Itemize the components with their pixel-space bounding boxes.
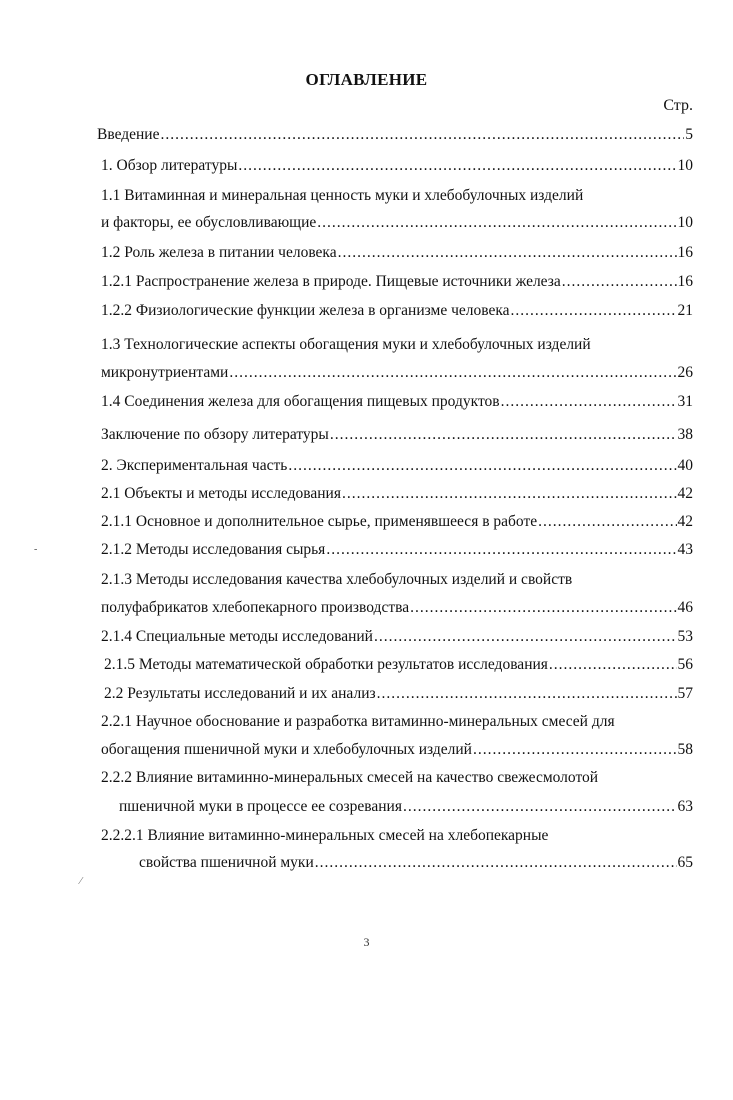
toc-entry xyxy=(101,363,693,383)
toc-entry-text: 1.2 Роль железа в питании человека xyxy=(101,244,337,261)
toc-entry-text: 2.1.1 Основное и дополнительное сырье, применявшееся в работе xyxy=(101,513,538,530)
toc-entry-page: 38 xyxy=(677,426,693,443)
toc-entry-text: микронутриентами xyxy=(101,364,229,381)
toc-leader-dots xyxy=(538,512,676,532)
toc-entry xyxy=(101,570,693,590)
toc-entry-text: и факторы, ее обусловливающие xyxy=(101,214,317,231)
toc-entry-page: 16 xyxy=(677,273,693,290)
toc-entry-page: 40 xyxy=(677,457,693,474)
toc-entry xyxy=(101,392,693,412)
toc-entry-text: 2.1 Объекты и методы исследования xyxy=(101,485,341,502)
toc-entry xyxy=(97,125,693,145)
toc-leader-dots xyxy=(317,213,676,233)
toc-entry-page: 43 xyxy=(677,541,693,558)
toc-leader-dots xyxy=(511,301,677,321)
toc-leader-dots xyxy=(374,627,677,647)
toc-entry xyxy=(119,797,693,817)
toc-entry-page: 10 xyxy=(677,214,693,231)
toc-entry-page: 42 xyxy=(677,485,693,502)
toc-entry-text: 1.4 Соединения железа для обогащения пищевых продуктов xyxy=(101,393,500,410)
toc-entry xyxy=(101,712,693,732)
toc-entry-text-line1: 2.2.2.1 Влияние витаминно-минеральных смесей на хлебопекарные xyxy=(101,827,549,844)
toc-entry-page: 42 xyxy=(677,513,693,530)
toc-entry-page: 57 xyxy=(677,685,693,702)
toc-entry xyxy=(101,186,693,206)
toc-leader-dots xyxy=(288,456,676,476)
toc-leader-dots xyxy=(473,740,677,760)
toc-entry xyxy=(101,598,693,618)
toc-entry-text: Заключение по обзору литературы xyxy=(101,426,329,443)
toc-leader-dots xyxy=(403,797,677,817)
toc-leader-dots xyxy=(377,684,677,704)
toc-entry-text-line1: 2.2.2 Влияние витаминно-минеральных смесей на качество свежесмолотой xyxy=(101,769,599,786)
toc-entry-text-line1: 1.3 Технологические аспекты обогащения муки и хлебобулочных изделий xyxy=(101,336,591,353)
toc-entry-page: 65 xyxy=(677,854,693,871)
toc-entry-text: обогащения пшеничной муки и хлебобулочных изделий xyxy=(101,741,472,758)
toc-leader-dots xyxy=(410,598,676,618)
toc-leader-dots xyxy=(238,156,676,176)
page-column-label: Стр. xyxy=(663,97,693,114)
toc-entry-page: 21 xyxy=(677,302,693,319)
toc-entry xyxy=(101,740,693,760)
toc-entry xyxy=(104,684,693,704)
toc-entry-text: 1. Обзор литературы xyxy=(101,157,238,174)
toc-entry-text-line1: 2.2.1 Научное обоснование и разработка витаминно-минеральных смесей для xyxy=(101,713,615,730)
toc-entry xyxy=(101,627,693,647)
toc-entry-page: 10 xyxy=(677,157,693,174)
toc-leader-dots xyxy=(501,392,677,412)
toc-entry-page: 16 xyxy=(677,244,693,261)
toc-entry xyxy=(101,512,693,532)
toc-entry xyxy=(101,484,693,504)
toc-entry xyxy=(139,853,693,873)
toc-entry-text: 2. Экспериментальная часть xyxy=(101,457,288,474)
toc-leader-dots xyxy=(562,272,677,292)
toc-entry-page: 56 xyxy=(677,656,693,673)
toc-entry-text: 2.2 Результаты исследований и их анализ xyxy=(104,685,376,702)
toc-entry-text-line1: 2.1.3 Методы исследования качества хлебобулочных изделий и свойств xyxy=(101,571,573,588)
toc-entry-text: свойства пшеничной муки xyxy=(139,854,314,871)
toc-entry-page: 63 xyxy=(677,798,693,815)
toc-entry xyxy=(101,156,693,176)
toc-title: ОГЛАВЛЕНИЕ xyxy=(305,70,428,89)
toc-leader-dots xyxy=(338,243,677,263)
toc-leader-dots xyxy=(229,363,676,383)
toc-entry-text: 2.1.4 Специальные методы исследований xyxy=(101,628,373,645)
toc-entry-text: 1.2.2 Физиологические функции железа в организме человека xyxy=(101,302,510,319)
toc-entry-text-line1: 1.1 Витаминная и минеральная ценность муки и хлебобулочных изделий xyxy=(101,187,584,204)
toc-leader-dots xyxy=(326,540,676,560)
toc-entry-page: 46 xyxy=(677,599,693,616)
toc-entry xyxy=(101,272,693,292)
toc-entry-page: 58 xyxy=(677,741,693,758)
toc-entry xyxy=(101,301,693,321)
toc-leader-dots xyxy=(330,425,677,445)
toc-leader-dots xyxy=(549,655,677,675)
toc-entry xyxy=(101,768,693,788)
toc-entry xyxy=(101,335,693,355)
toc-leader-dots xyxy=(160,125,684,145)
toc-entry-text: Введение xyxy=(97,126,160,143)
toc-entry-text: 2.1.2 Методы исследования сырья xyxy=(101,541,326,558)
toc-entry-text: 2.1.5 Методы математической обработки результатов исследования xyxy=(104,656,548,673)
toc-entry xyxy=(104,655,693,675)
toc-entry-text: пшеничной муки в процессе ее созревания xyxy=(119,798,402,815)
toc-entry-page: 53 xyxy=(677,628,693,645)
toc-entry-text: 1.2.1 Распространение железа в природе. Пищевые источники железа xyxy=(101,273,561,290)
scan-mark: - xyxy=(34,544,38,555)
toc-entry xyxy=(101,243,693,263)
toc-leader-dots xyxy=(342,484,677,504)
toc-leader-dots xyxy=(315,853,677,873)
toc-entry-text: полуфабрикатов хлебопекарного производства xyxy=(101,599,410,616)
toc-entry-page: 31 xyxy=(677,393,693,410)
toc-entry xyxy=(101,826,693,846)
toc-entry xyxy=(101,213,693,233)
toc-entry xyxy=(101,456,693,476)
scan-mark: ⁄ xyxy=(80,876,82,887)
toc-entry-page: 26 xyxy=(677,364,693,381)
toc-entry xyxy=(101,540,693,560)
toc-entry xyxy=(101,425,693,445)
toc-entry-page: 5 xyxy=(685,126,693,143)
page-number: 3 xyxy=(363,935,370,949)
